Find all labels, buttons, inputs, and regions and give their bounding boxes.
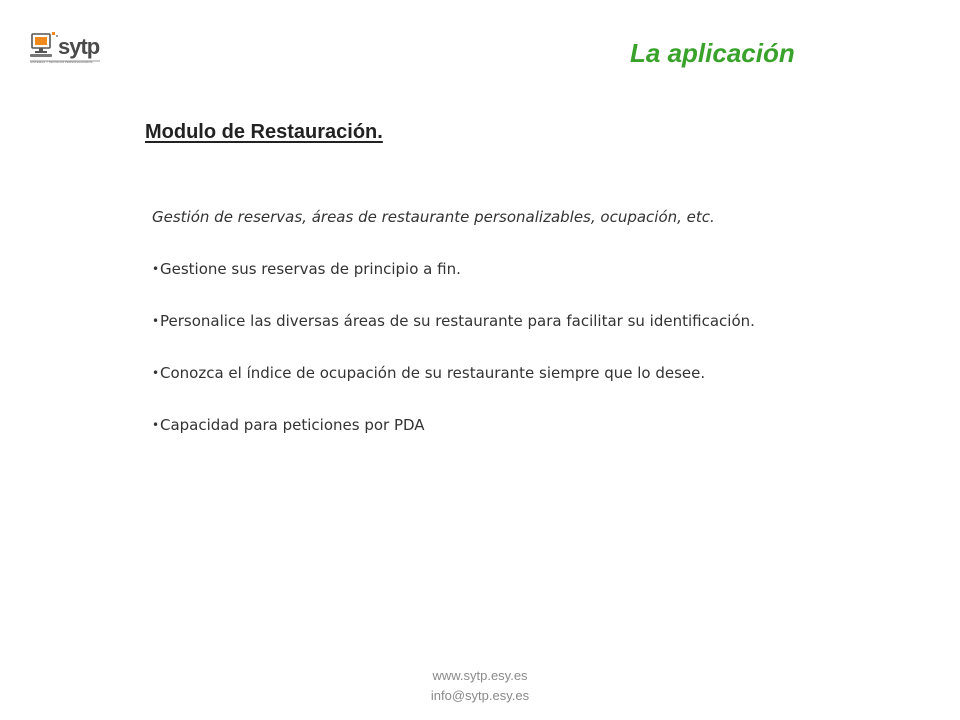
bullet-dot-icon: • — [152, 418, 160, 432]
bullet-dot-icon: • — [152, 366, 160, 380]
logo-tagline: SISTEMAS Y TECNICOS PERSONALIZADOS — [30, 60, 93, 64]
list-item — [152, 308, 770, 334]
feature-list — [152, 256, 770, 438]
slide-title: La aplicación — [630, 38, 795, 68]
list-item-text: Personalice las diversas áreas de su restaurante para facilitar su identificación. — [160, 312, 755, 330]
bullet-dot-icon: • — [152, 262, 160, 276]
footer-email-link[interactable]: info@sytp.esy.es — [430, 688, 530, 703]
list-item — [152, 256, 770, 282]
footer — [0, 666, 960, 706]
list-item-text: Capacidad para peticiones por PDA — [160, 416, 425, 434]
list-item — [152, 360, 770, 386]
sytp-logo — [30, 30, 104, 66]
list-item-text: Gestione sus reservas de principio a fin. — [160, 260, 461, 278]
content-block — [152, 204, 770, 438]
section-heading: Modulo de Restauración. — [145, 121, 383, 143]
intro-paragraph: Gestión de reservas, áreas de restaurante personalizables, ocupación, etc. — [152, 208, 715, 226]
logo-wordmark: sytp — [58, 34, 100, 59]
footer-website-link[interactable]: www.sytp.esy.es — [432, 668, 528, 683]
list-item — [152, 412, 770, 438]
list-item-text: Conozca el índice de ocupación de su restaurante siempre que lo desee. — [160, 364, 706, 382]
bullet-dot-icon: • — [152, 314, 160, 328]
